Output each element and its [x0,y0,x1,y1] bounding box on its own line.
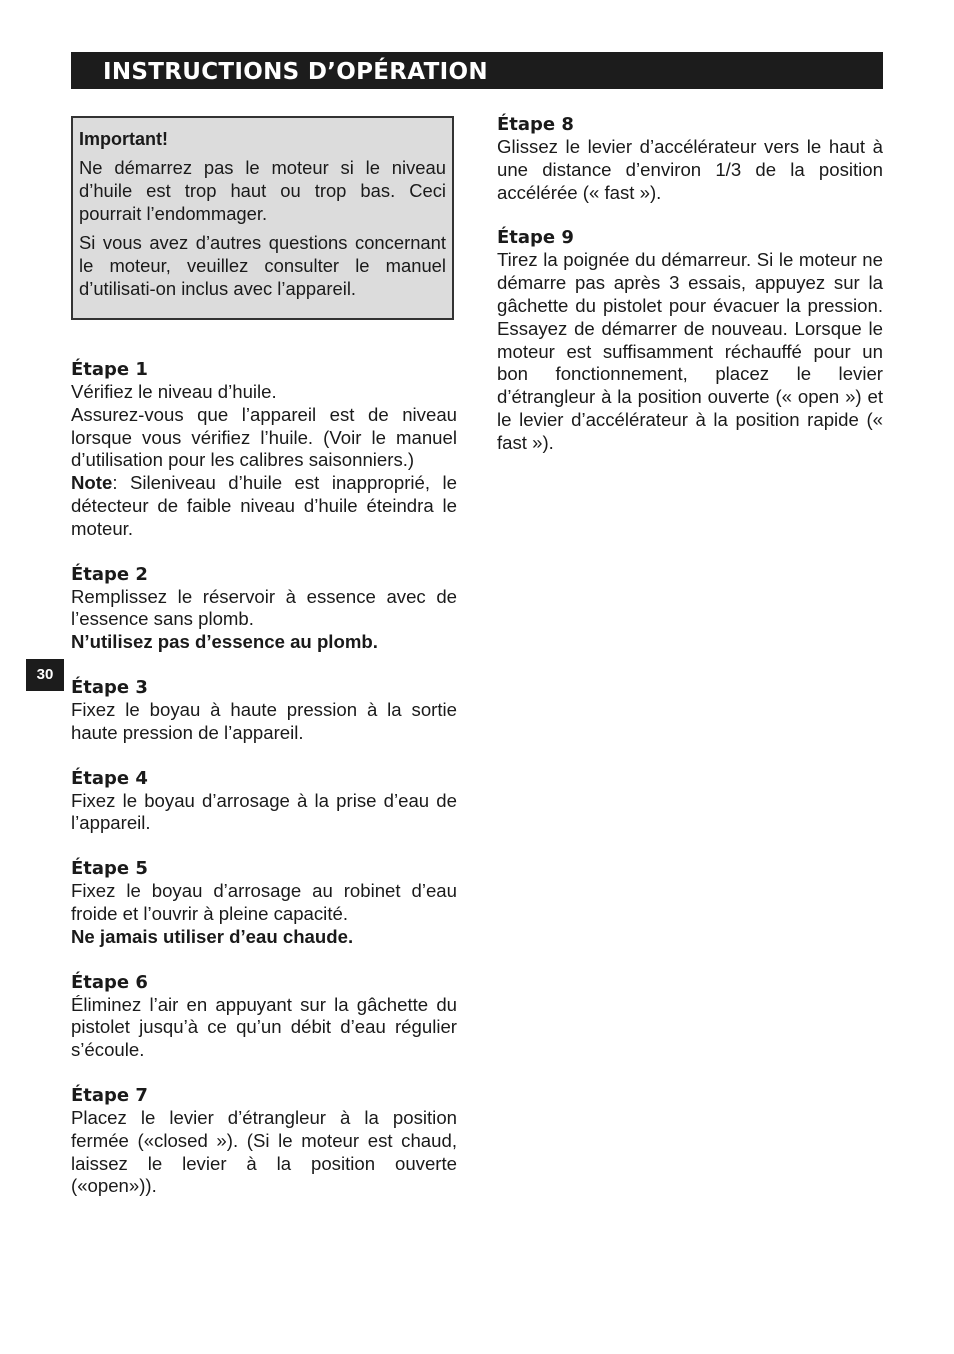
step-title: Étape 6 [71,971,148,993]
section-header [71,52,883,89]
step-1 [71,358,457,541]
section-title: INSTRUCTIONS D’OPÉRATION [103,59,488,85]
step-text: Placez le levier d’étrangleur à la position fermée («closed »). (Si le moteur est chaud, laissez le levier à la position ouverte («open»)). [71,1106,457,1197]
important-box [71,116,454,320]
step-title: Étape 8 [497,114,574,135]
step-text: Vérifiez le niveau d’huile. [71,381,277,402]
step-text: Éliminez l’air en appuyant sur la gâchette du pistolet jusqu’à ce qu’un débit d’eau régulier s’écoule. [71,993,457,1061]
right-column [497,113,883,455]
step-text: Assurez-vous que l’appareil est de niveau lorsque vous vérifiez l’huile. (Voir le manuel d’utilisation pour les calibres saisonniers.) [71,403,457,471]
step-2 [71,563,457,654]
step-text: Tirez la poignée du démarreur. Si le moteur ne démarre pas après 3 essais, appuyez sur la gâchette du pistolet pour évacuer la pression. Essayez de démarrer de nouveau. Lorsque le moteur est suffisamment réchauffé pour un bon fonctionnement, placez le levier d’étrangleur à la position ouverte (« open ») et le levier d’accélérateur à la position rapide (« fast »). [497,249,883,453]
step-note [71,472,457,540]
important-title: Important! [79,129,168,149]
step-8 [497,113,883,204]
step-text: Fixez le boyau à haute pression à la sortie haute pression de l’appareil. [71,698,457,743]
step-text: Remplissez le réservoir à essence avec de l’essence sans plomb. [71,585,457,630]
step-warning: N’utilisez pas d’essence au plomb. [71,631,378,653]
step-title: Étape 9 [497,227,574,249]
step-title: Étape 1 [71,359,148,380]
step-4 [71,767,457,836]
step-title: Étape 5 [71,858,148,880]
step-3 [71,676,457,745]
step-text: Fixez le boyau d’arrosage à la prise d’eau de l’appareil. [71,789,457,834]
page-number: 30 [36,666,54,683]
step-title: Étape 3 [71,676,148,698]
step-title: Étape 4 [71,767,148,789]
step-text: Glissez le levier d’accélérateur vers le haut à une distance d’environ 1/3 de la position accélérée (« fast »). [497,136,883,203]
page-number-tab [26,659,64,691]
note-label: Note [71,472,113,494]
step-title: Étape 7 [71,1084,148,1106]
step-title: Étape 2 [71,563,148,585]
note-text: : Sileniveau d’huile est inapproprié, le détecteur de faible niveau d’huile éteindra le moteur. [71,472,457,539]
step-warning: Ne jamais utiliser d’eau chaude. [71,925,354,947]
step-7 [71,1084,457,1198]
step-text: Fixez le boyau d’arrosage au robinet d’eau froide et l’ouvrir à pleine capacité. [71,880,457,924]
important-paragraph: Ne démarrez pas le moteur si le niveau d’huile est trop haut ou trop bas. Ceci pourrait l’endommager. [79,157,446,224]
step-6 [71,971,457,1062]
step-5 [71,857,457,948]
left-column [71,116,457,1198]
step-9 [497,226,883,454]
important-paragraph: Si vous avez d’autres questions concernant le moteur, veuillez consulter le manuel d’utilisati-on inclus avec l’appareil. [79,232,446,299]
